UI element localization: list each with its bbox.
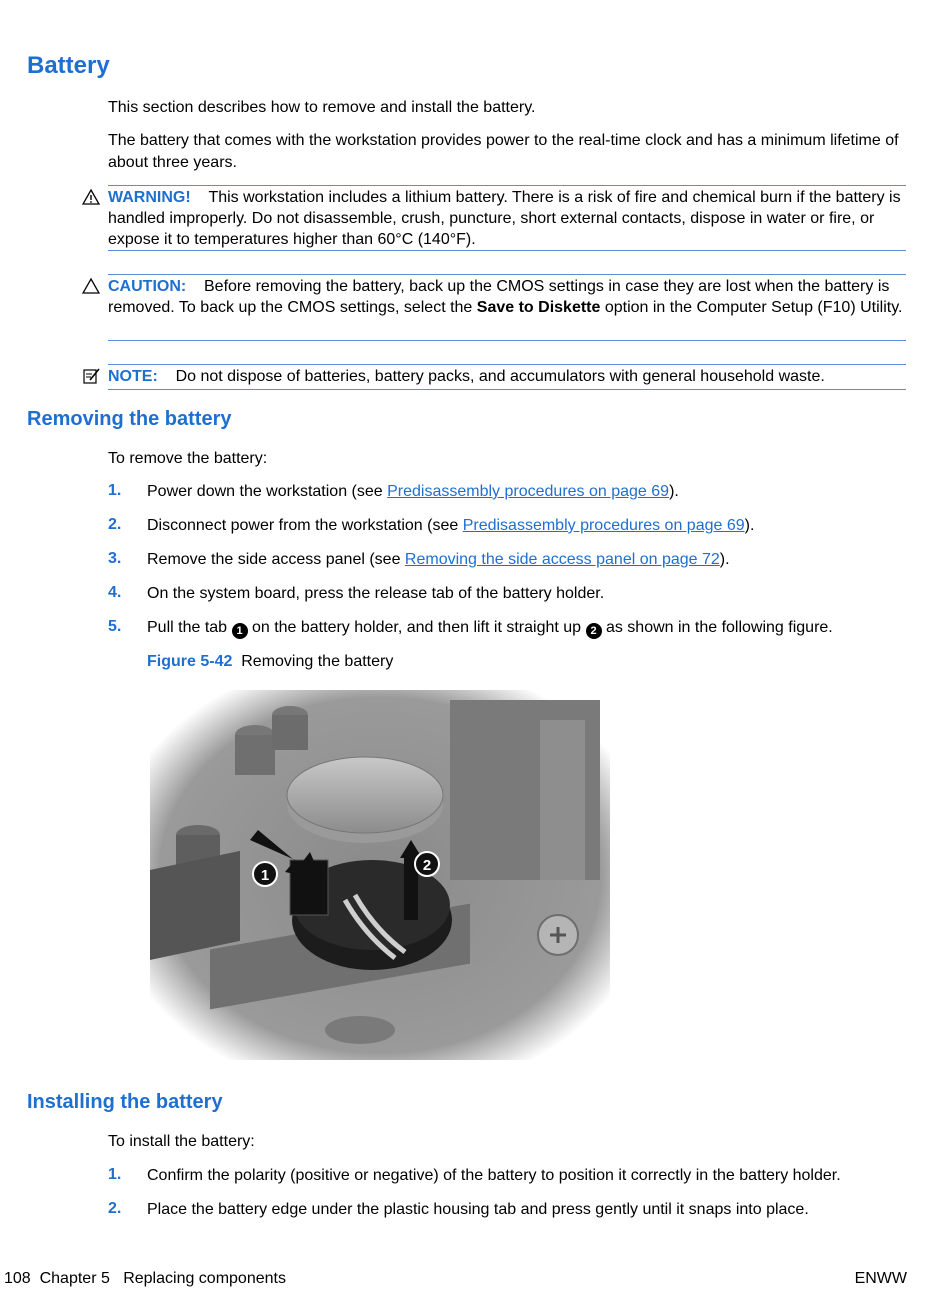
caution-bottom-rule (108, 340, 906, 341)
note-top-rule (108, 364, 906, 365)
connector-slot (150, 851, 240, 960)
caution-text-before: Before removing the battery, back up the CMOS settings in case they are lost when the battery is removed. To back up the CMOS settings, select the (108, 278, 890, 316)
step-text: Power down the workstation (see (147, 483, 388, 500)
installing-step-2: Place the battery edge under the plastic housing tab and press gently until it snaps into place. (147, 1201, 809, 1218)
board-component (540, 720, 585, 880)
note-pencil-icon (82, 367, 100, 385)
removing-step-1-number: 1. (108, 482, 122, 499)
footer-chapter-title: Replacing components (123, 1270, 286, 1287)
coin-battery (287, 757, 443, 833)
note-text: Do not dispose of batteries, battery packs, and accumulators with general household waste. (175, 368, 825, 385)
warning-triangle-icon (82, 188, 100, 206)
removing-step-2 (147, 515, 917, 537)
removing-lead: To remove the battery: (108, 450, 268, 467)
installing-heading: Installing the battery (27, 1091, 223, 1113)
removing-step-3 (147, 549, 917, 571)
step-text: Disconnect power from the workstation (see (147, 517, 463, 534)
installing-lead: To install the battery: (108, 1133, 255, 1150)
capacitor (272, 715, 308, 750)
warning-notice (108, 187, 908, 250)
callout-2-label: 2 (422, 857, 432, 874)
caution-text-after: option in the Computer Setup (F10) Utility. (600, 299, 903, 316)
installing-step-1: Confirm the polarity (positive or negative) of the battery to position it correctly in the battery holder. (147, 1167, 841, 1184)
warning-bottom-rule (108, 250, 906, 251)
figure-caption-text: Removing the battery (241, 653, 394, 670)
note-notice (108, 366, 908, 387)
figure-caption (147, 653, 393, 671)
step-text: ). (719, 551, 730, 568)
caution-label: CAUTION: (108, 278, 187, 295)
note-bottom-rule (108, 389, 906, 390)
intro-paragraph-1: This section describes how to remove and install the battery. (108, 99, 536, 116)
removing-step-3-number: 3. (108, 550, 122, 567)
note-label: NOTE: (108, 368, 158, 385)
step-text: as shown in the following figure. (601, 619, 833, 636)
callout-badge-2: 2 (586, 623, 602, 639)
installing-step-2-number: 2. (108, 1200, 122, 1217)
caution-top-rule (108, 274, 906, 275)
footer-chapter: Chapter 5 (39, 1270, 110, 1287)
removing-step-5 (147, 617, 917, 639)
removing-heading: Removing the battery (27, 408, 232, 430)
page-title: Battery (27, 52, 110, 79)
intro-paragraph-2: The battery that comes with the workstation provides power to the real-time clock and has a minimum lifetime of about three years. (108, 132, 899, 171)
callout-1-label: 1 (260, 867, 270, 884)
figure-label: Figure 5-42 (147, 653, 233, 670)
step-text: Remove the side access panel (see (147, 551, 405, 568)
installing-step-1-number: 1. (108, 1166, 122, 1183)
step-text: ). (744, 517, 755, 534)
removing-step-1 (147, 481, 917, 503)
capacitor (325, 1016, 395, 1044)
removing-step-4: On the system board, press the release tab of the battery holder. (147, 585, 605, 602)
side-access-panel-link[interactable]: Removing the side access panel on page 72 (404, 551, 720, 568)
warning-top-rule (108, 185, 906, 186)
step-text: ). (669, 483, 679, 500)
page-number: 108 (4, 1270, 31, 1287)
step-text: on the battery holder, and then lift it straight up (247, 619, 586, 636)
removing-step-4-number: 4. (108, 584, 122, 601)
battery-removal-figure (150, 690, 610, 1060)
predisassembly-link-1[interactable]: Predisassembly procedures on page 69 (387, 483, 670, 500)
caution-bold-option: Save to Diskette (476, 299, 601, 316)
removing-step-2-number: 2. (108, 516, 122, 533)
removing-step-5-number: 5. (108, 618, 122, 635)
footer-right: ENWW (854, 1270, 907, 1287)
capacitor (235, 735, 275, 775)
warning-text: This workstation includes a lithium battery. There is a risk of fire and chemical burn if the battery is handled improperly. Do not disassemble, crush, puncture, short external contacts, dispose in water or fire, or expose it to temperatures higher than 60°C (140°F). (108, 189, 901, 248)
footer-left (4, 1270, 286, 1288)
callout-badge-1: 1 (232, 623, 248, 639)
step-text: Pull the tab (147, 619, 232, 636)
caution-triangle-icon (82, 277, 100, 295)
predisassembly-link-2[interactable]: Predisassembly procedures on page 69 (462, 517, 745, 534)
warning-label: WARNING! (108, 189, 191, 206)
caution-notice (108, 276, 908, 318)
